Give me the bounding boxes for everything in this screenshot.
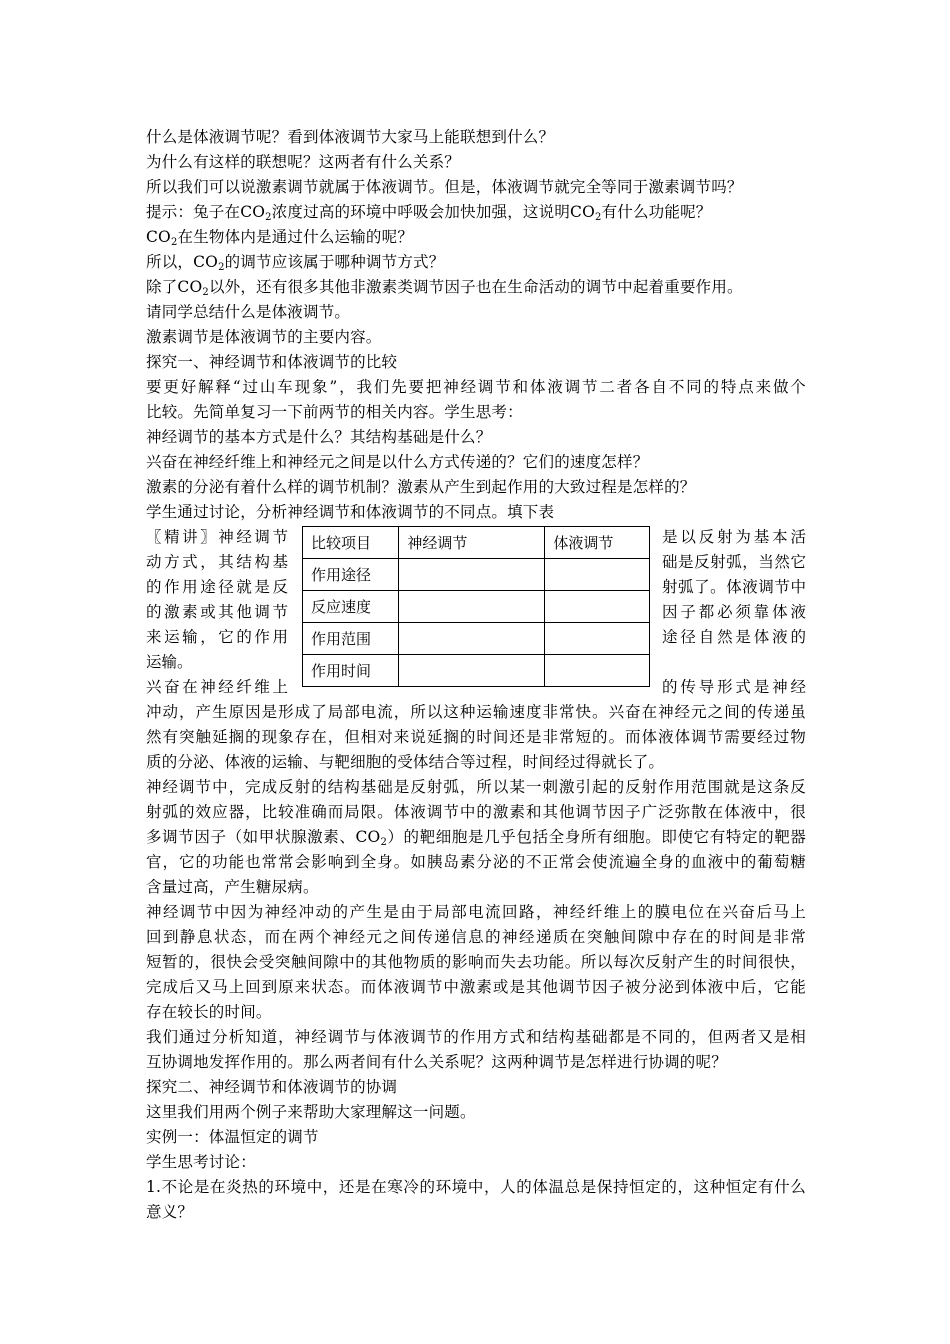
text-line: 这里我们用两个例子来帮助大家理解这一问题。 — [146, 1103, 476, 1121]
table-row — [303, 623, 650, 655]
text-line: 所以我们可以说激素调节就属于体液调节。但是，体液调节就完全等同于激素调节吗？ — [146, 178, 743, 196]
table-cell-empty[interactable] — [399, 623, 545, 655]
text-part: 的调节应该属于哪种调节方式？ — [224, 253, 445, 271]
hint-part: 有什么功能呢？ — [601, 203, 712, 221]
side-text-right: 射弧了。体液调节中 — [662, 578, 806, 596]
subscript: 2 — [265, 212, 272, 223]
text-line: 完成后又马上回到原来状态。而体液调节中激素或是其他调节因子被分泌到体液中后，它能 — [146, 978, 806, 996]
hint-part: 提示：兔子在CO — [146, 203, 266, 221]
text-line: 为什么有这样的联想呢？这两者有什么关系？ — [146, 153, 461, 171]
side-text-right: 础是反射弧，当然它 — [662, 553, 806, 571]
text-part: ）的靶细胞是几乎包括全身所有细胞。即使它有特定的靶器 — [387, 828, 807, 846]
text-line: 学生思考讨论： — [146, 1153, 256, 1171]
question-line: 1.不论是在炎热的环境中，还是在寒冷的环境中，人的体温总是保持恒定的，这种恒定有什么 — [146, 1178, 806, 1196]
text-line: 比较。先简单复习一下前两节的相关内容。学生思考： — [146, 403, 523, 421]
subscript: 2 — [380, 837, 388, 848]
side-text-left: 来运输，它的作用 — [146, 628, 288, 646]
table-row — [303, 591, 650, 623]
side-text-right: 途径自然是体液的 — [662, 628, 806, 646]
subscript: 2 — [202, 287, 209, 298]
text-part: 除了CO — [146, 278, 203, 296]
table-row-label: 作用范围 — [303, 623, 399, 655]
table-cell-empty[interactable] — [545, 559, 650, 591]
table-row-label: 反应速度 — [303, 591, 399, 623]
text-line: 质的分泌、体液的运输、与靶细胞的受体结合等过程，时间经过得就长了。 — [146, 753, 665, 771]
table-cell-empty[interactable] — [399, 591, 545, 623]
section-heading: 探究一、神经调节和体液调节的比较 — [146, 353, 398, 371]
side-text-right: 是以反射为基本活 — [662, 528, 806, 546]
text-line: 射弧的效应器，比较准确而局限。体液调节中的激素和其他调节因子广泛弥散在体液中，很 — [146, 803, 806, 821]
table-cell-empty[interactable] — [545, 623, 650, 655]
table-header-cell: 比较项目 — [303, 527, 399, 559]
side-text-right: 的传导形式是神经 — [662, 678, 806, 696]
subscript: 2 — [218, 262, 225, 273]
table-cell-empty[interactable] — [399, 655, 545, 687]
text-line: 回到静息状态，而在两个神经元之间传递信息的神经递质在突触间隙中存在的时间是非常 — [146, 928, 806, 946]
co2-mode-line — [146, 252, 444, 272]
co2-transport-line — [146, 227, 413, 247]
side-text-left: 兴奋在神经纤维上 — [146, 678, 288, 696]
text-line: 激素调节是体液调节的主要内容。 — [146, 328, 382, 346]
text-line: 存在较长的时间。 — [146, 1003, 272, 1021]
text-line: 互协调地发挥作用的。那么两者间有什么关系呢？这两种调节是怎样进行协调的呢？ — [146, 1053, 727, 1071]
side-text-left: 〖精讲〗神经调节 — [146, 528, 288, 546]
text-line: 短暂的，很快会受突触间隙中的其他物质的影响而失去功能。所以每次反射产生的时间很快， — [146, 953, 806, 971]
besides-co2-line — [146, 277, 743, 297]
table-row-label: 作用时间 — [303, 655, 399, 687]
question-line: 激素的分泌有着什么样的调节机制？激素从产生到起作用的大致过程是怎样的？ — [146, 478, 696, 496]
text-part: 以外，还有很多其他非激素类调节因子也在生命活动的调节中起着重要作用。 — [208, 278, 743, 296]
text-line: 然有突触延搁的现象存在，但相对来说延搁的时间还是非常短的。而体液体调节需要经过物 — [146, 728, 806, 746]
table-header-row — [303, 527, 650, 559]
subscript: 2 — [170, 237, 178, 248]
comparison-table — [302, 526, 650, 687]
table-cell-empty[interactable] — [399, 559, 545, 591]
text-line: 官，它的功能也常常会影响到全身。如胰岛素分泌的不正常会使流遍全身的血液中的葡萄糖 — [146, 853, 806, 871]
question-line: 兴奋在神经纤维上和神经元之间是以什么方式传递的？它们的速度怎样？ — [146, 453, 649, 471]
reflex-co2-line — [146, 827, 806, 847]
table-cell-empty[interactable] — [545, 655, 650, 687]
text-part: 多调节因子（如甲状腺激素、CO — [146, 828, 381, 846]
text-line: 要更好解释“过山车现象”，我们先要把神经调节和体液调节二者各自不同的特点来做个 — [146, 378, 806, 396]
hint-line — [146, 202, 711, 222]
subscript: 2 — [595, 212, 602, 223]
table-header-cell: 体液调节 — [545, 527, 650, 559]
text-line: 神经调节中，完成反射的结构基础是反射弧，所以某一刺激引起的反射作用范围就是这条反 — [146, 778, 806, 796]
text-part: 在生物体内是通过什么运输的呢？ — [177, 228, 414, 246]
text-part: 所以，CO — [146, 253, 219, 271]
table-row-label: 作用途径 — [303, 559, 399, 591]
text-line: 含量过高，产生糖尿病。 — [146, 878, 319, 896]
side-text-right: 因子都必须靠体液 — [662, 603, 806, 621]
section-heading: 探究二、神经调节和体液调节的协调 — [146, 1078, 398, 1096]
text-part: CO — [146, 228, 171, 246]
side-text-left: 运输。 — [146, 653, 193, 671]
table-cell-empty[interactable] — [545, 591, 650, 623]
side-text-left: 的作用途径就是反 — [146, 578, 288, 596]
text-line: 我们通过分析知道，神经调节与体液调节的作用方式和结构基础都是不同的，但两者又是相 — [146, 1028, 806, 1046]
table-row — [303, 655, 650, 687]
question-line: 意义？ — [146, 1203, 194, 1221]
text-line: 冲动，产生原因是形成了局部电流，所以这种运输速度非常快。兴奋在神经元之间的传递虽 — [146, 703, 806, 721]
question-line: 学生通过讨论，分析神经调节和体液调节的不同点。填下表 — [146, 503, 555, 521]
table-header-cell: 神经调节 — [399, 527, 545, 559]
side-text-left: 动方式，其结构基 — [146, 553, 288, 571]
table-row — [303, 559, 650, 591]
text-line: 什么是体液调节呢？看到体液调节大家马上能联想到什么？ — [146, 128, 555, 146]
example-heading: 实例一：体温恒定的调节 — [146, 1128, 319, 1146]
text-line: 请同学总结什么是体液调节。 — [146, 303, 351, 321]
hint-part: 浓度过高的环境中呼吸会加快加强，这说明CO — [271, 203, 596, 221]
text-line: 神经调节中因为神经冲动的产生是由于局部电流回路，神经纤维上的膜电位在兴奋后马上 — [146, 903, 806, 921]
side-text-left: 的激素或其他调节 — [146, 603, 288, 621]
question-line: 神经调节的基本方式是什么？其结构基础是什么？ — [146, 428, 492, 446]
